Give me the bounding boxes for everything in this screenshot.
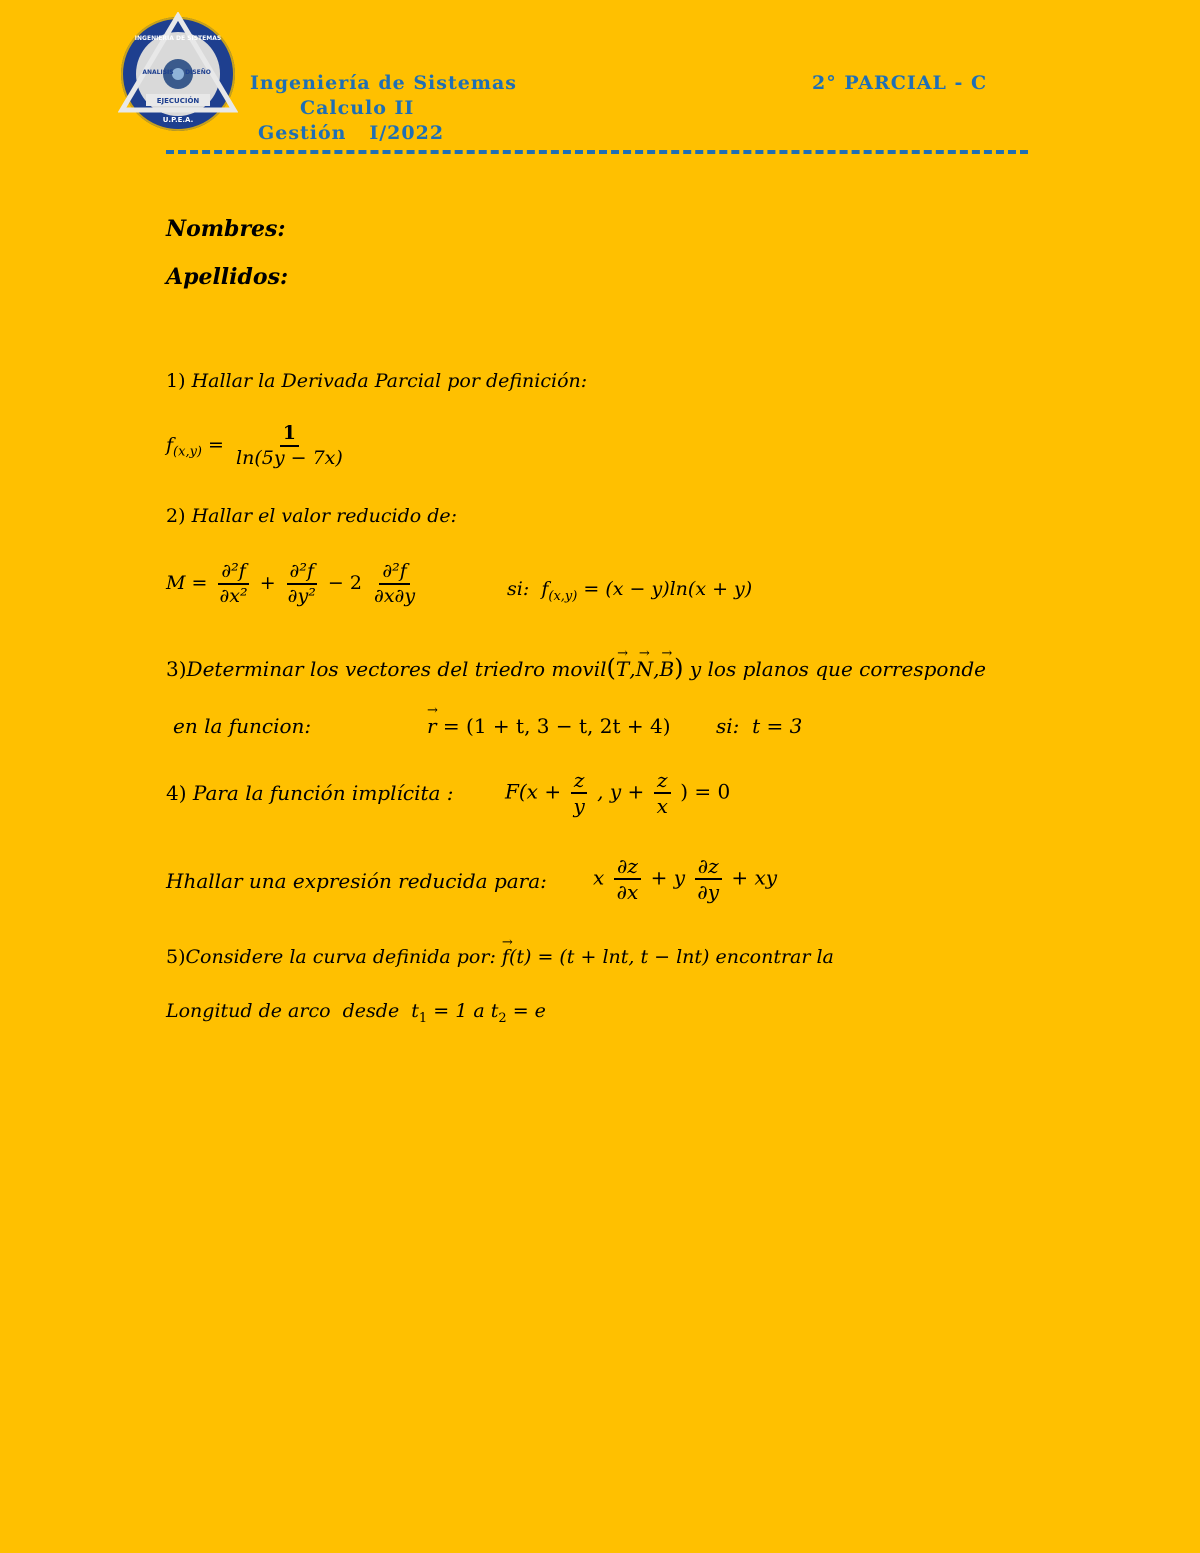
problem-4-text: Para la función implícita : xyxy=(192,781,454,805)
problem-4-expression xyxy=(593,854,777,904)
problem-1-formula xyxy=(166,422,349,470)
problem-4-line2: Hhallar una expresión reducida para: xyxy=(166,869,547,893)
curve-function: → f xyxy=(502,948,509,967)
fraction-numerator: ∂²f xyxy=(379,560,409,585)
problem-4-number: 4) xyxy=(166,781,187,805)
course-name: Calculo II xyxy=(300,97,415,119)
arc-length-text: Longitud de arco desde xyxy=(166,1000,400,1022)
normal-vector: → N xyxy=(636,659,654,679)
problem-5-statement xyxy=(166,948,834,967)
expr-plus-y: + y xyxy=(650,865,686,890)
problem-3-function xyxy=(427,716,671,736)
expr-plus-xy: + xy xyxy=(731,865,778,890)
fraction-dz-dy xyxy=(694,854,722,904)
t2: t xyxy=(490,1000,499,1022)
condition-si: si: xyxy=(716,714,740,738)
logo-right-text: DISEÑO xyxy=(185,69,211,76)
operator-minus-two: − 2 xyxy=(327,571,362,594)
fraction-numerator: ∂z xyxy=(695,854,722,880)
comma: , xyxy=(653,657,660,681)
problem-2-statement xyxy=(166,507,457,526)
surnames-label: Apellidos: xyxy=(166,264,289,290)
logo-top-text: INGENIERIA DE SISTEMAS xyxy=(134,35,222,42)
problem-5-text: Considere la curva definida por: xyxy=(185,946,496,968)
problem-3-number: 3) xyxy=(166,657,187,681)
problem-3-text-end: y los planos que corresponde xyxy=(689,657,986,681)
problem-3-condition xyxy=(716,716,802,736)
condition-subscript: (x,y) xyxy=(548,588,578,604)
logo-left-text: ANALISIS xyxy=(142,69,174,76)
fraction-fxy xyxy=(371,560,418,608)
equation-mid: , y + xyxy=(597,779,645,804)
school-name: Ingeniería de Sistemas xyxy=(250,72,517,94)
problem-5-line2 xyxy=(166,1002,546,1025)
exam-title: 2° PARCIAL - C xyxy=(812,72,988,94)
header-separator xyxy=(166,150,1028,154)
curve-rhs: (t) = (t + lnt, t − lnt) xyxy=(508,946,710,968)
problem-2-number: 2) xyxy=(166,505,186,527)
fraction-denominator: y xyxy=(573,794,585,818)
fraction-z-over-y xyxy=(570,768,587,818)
condition-rhs: = (x − y)ln(x + y) xyxy=(583,578,753,600)
operator-plus: + xyxy=(259,571,276,594)
problem-5-text-end: encontrar la xyxy=(715,946,834,968)
fraction-denominator: ∂y² xyxy=(287,584,316,607)
condition-t: t = 3 xyxy=(752,714,803,738)
fraction-z-over-x xyxy=(654,768,671,818)
problem-1-text: Hallar la Derivada Parcial por definición: xyxy=(191,370,588,392)
fraction-denominator: ln(5y − 7x) xyxy=(236,446,343,469)
problem-2-text: Hallar el valor reducido de: xyxy=(191,505,458,527)
fraction-numerator: 1 xyxy=(280,422,299,447)
problem-5-number: 5) xyxy=(166,946,186,968)
formula-subscript: (x,y) xyxy=(173,444,202,460)
formula-equals: = xyxy=(208,433,224,456)
binormal-vector: → B xyxy=(659,659,674,679)
t1-subscript: 1 xyxy=(418,1010,428,1026)
problem-1-statement xyxy=(166,372,587,391)
problem-4-statement xyxy=(166,783,454,803)
formula-fraction xyxy=(233,422,346,470)
fraction-fyy xyxy=(285,560,319,608)
fraction-denominator: ∂x xyxy=(616,880,639,904)
position-vector: → r xyxy=(427,716,437,736)
equation-start: F(x + xyxy=(505,779,562,804)
condition-function: f xyxy=(541,578,549,600)
fraction-denominator: ∂y xyxy=(697,880,720,904)
fraction-fxx xyxy=(216,560,250,608)
t2-rhs: = e xyxy=(512,1000,546,1022)
fraction-numerator: z xyxy=(571,768,588,794)
paren-close: ) xyxy=(674,654,684,682)
comma: , xyxy=(629,657,636,681)
problem-3-line2: en la funcion: xyxy=(173,714,312,738)
formula-function: f xyxy=(166,433,174,456)
term: Gestión I/2022 xyxy=(258,122,445,144)
problem-1-number: 1) xyxy=(166,370,186,392)
logo-band-text: EJECUCIÓN xyxy=(156,97,200,105)
problem-2-formula xyxy=(166,560,421,608)
fraction-dz-dx xyxy=(614,854,642,904)
fraction-numerator: z xyxy=(654,768,671,794)
fraction-denominator: ∂x∂y xyxy=(374,584,416,607)
fraction-denominator: x xyxy=(656,794,668,818)
problem-4-equation xyxy=(505,768,730,818)
function-rhs: = (1 + t, 3 − t, 2t + 4) xyxy=(442,714,671,738)
problem-3-statement xyxy=(166,656,986,680)
expr-x: x xyxy=(593,865,605,890)
condition-si: si: xyxy=(507,578,530,600)
formula-m: M = xyxy=(166,571,208,594)
problem-2-condition xyxy=(507,580,752,603)
fraction-numerator: ∂²f xyxy=(287,560,317,585)
fraction-denominator: ∂x² xyxy=(219,584,248,607)
t1-rhs: = 1 a xyxy=(433,1000,485,1022)
t1: t xyxy=(411,1000,419,1022)
fraction-numerator: ∂z xyxy=(614,854,641,880)
equation-end: ) = 0 xyxy=(680,779,731,804)
fraction-numerator: ∂²f xyxy=(218,560,248,585)
problem-3-text: Determinar los vectores del triedro movil xyxy=(186,657,607,681)
university-logo xyxy=(118,12,238,134)
logo-bottom-text: U.P.E.A. xyxy=(162,116,194,124)
t2-subscript: 2 xyxy=(498,1010,507,1026)
logo-gear-hub xyxy=(172,68,184,80)
tangent-vector: → T xyxy=(616,659,629,679)
paren-open: ( xyxy=(606,654,616,682)
names-label: Nombres: xyxy=(166,216,286,242)
